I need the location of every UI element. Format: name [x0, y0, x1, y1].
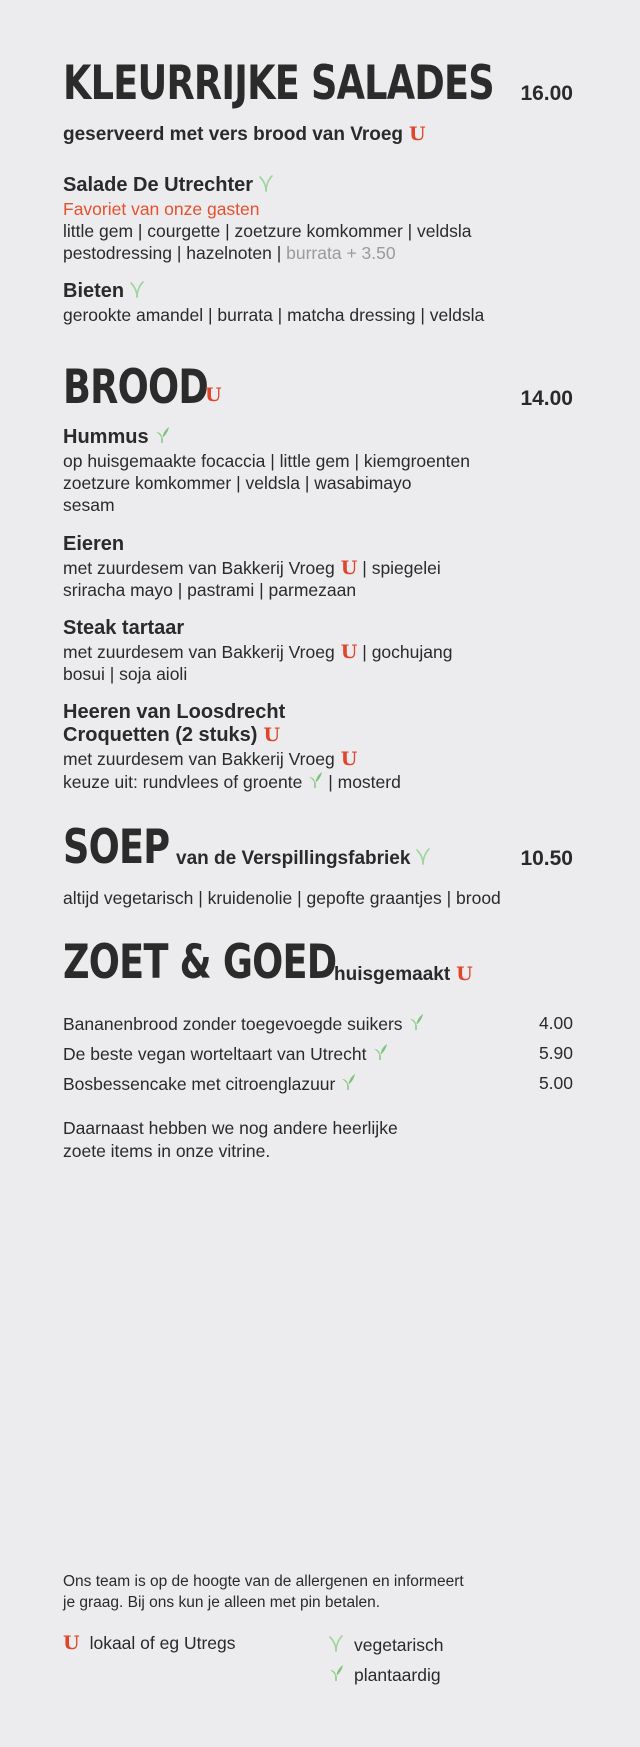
item-desc-line: zoetzure komkommer | veldsla | wasabimayo — [63, 473, 412, 493]
item-desc-text: pestodressing | hazelnoten | — [63, 243, 282, 263]
footer-note-line: je graag. Bij ons kun je alleen met pin betalen. — [63, 1594, 381, 1611]
list-item-name: Bosbessencake met citroenglazuur — [63, 1074, 336, 1094]
list-item — [63, 1043, 388, 1065]
local-utrecht-icon: U — [340, 748, 358, 770]
legend-plant-label: plantaardig — [354, 1665, 441, 1685]
vegetarian-icon — [415, 847, 431, 865]
list-item — [63, 1013, 424, 1035]
favorite-tag: Favoriet van onze gasten — [63, 199, 260, 219]
item-title-text: Bieten — [63, 280, 125, 302]
item-desc-text: met zuurdesem van Bakkerij Vroeg — [63, 558, 335, 578]
list-item-price: 5.90 — [538, 1043, 573, 1063]
item-title-text: Hummus — [63, 426, 149, 448]
item-title-text: Salade De Utrechter — [63, 174, 254, 196]
item-desc-line — [63, 243, 396, 264]
item-desc-line: sriracha mayo | pastrami | parmezaan — [63, 580, 357, 600]
vegetarian-icon — [129, 280, 145, 298]
soep-desc: altijd vegetarisch | kruidenolie | gepofte graantjes | brood — [63, 888, 501, 908]
legend-vegetarian-label: vegetarisch — [354, 1635, 444, 1655]
item-desc-text: | mosterd — [328, 772, 401, 792]
item-desc-line: little gem | courgette | zoetzure komkommer | veldsla — [63, 221, 472, 241]
item-desc-line: sesam — [63, 495, 115, 515]
item-desc-text: met zuurdesem van Bakkerij Vroeg — [63, 749, 335, 769]
local-utrecht-icon: U — [263, 724, 281, 746]
legend-vegetarian — [328, 1634, 444, 1656]
zoet-note-line: zoete items in onze vitrine. — [63, 1141, 271, 1161]
plant-based-icon — [340, 1073, 356, 1091]
zoet-note-line: Daarnaast hebben we nog andere heerlijke — [63, 1118, 398, 1138]
item-desc-line: bosui | soja aioli — [63, 664, 188, 684]
item-desc-line — [63, 771, 401, 793]
burrata-extra: burrata + 3.50 — [286, 243, 396, 263]
legend-plant — [328, 1664, 441, 1686]
item-title-salade-utrechter — [63, 174, 274, 197]
local-utrecht-icon: U — [456, 963, 473, 985]
list-item-name: Bananenbrood zonder toegevoegde suikers — [63, 1014, 403, 1034]
item-title-hummus — [63, 426, 170, 449]
item-title-bieten — [63, 280, 145, 303]
list-item-price: 4.00 — [538, 1013, 573, 1033]
salades-subtitle — [63, 123, 426, 146]
brood-price: 14.00 — [520, 387, 573, 410]
list-item-price: 5.00 — [538, 1073, 573, 1093]
item-desc-text: | gochujang — [362, 642, 453, 662]
item-desc-text: keuze uit: rundvlees of groente — [63, 772, 303, 792]
plant-based-icon — [328, 1664, 344, 1682]
section-heading-soep: SOEP — [63, 820, 170, 875]
legend-local — [63, 1632, 236, 1654]
local-utrecht-icon: U — [409, 123, 426, 145]
plant-based-icon — [154, 426, 170, 444]
footer-note-line: Ons team is op de hoogte van de allergenen en informeert — [63, 1573, 464, 1590]
item-title-text: Croquetten (2 stuks) — [63, 724, 258, 746]
soep-subtitle — [176, 847, 431, 870]
section-heading-zoet: ZOET & GOED — [63, 935, 337, 990]
salades-price: 16.00 — [520, 82, 573, 105]
item-desc-text: | spiegelei — [362, 558, 441, 578]
item-desc-text: met zuurdesem van Bakkerij Vroeg — [63, 642, 335, 662]
item-desc-line — [63, 557, 441, 579]
zoet-subtitle — [334, 963, 473, 986]
soep-price: 10.50 — [520, 847, 573, 870]
item-desc-line: op huisgemaakte focaccia | little gem | kiemgroenten — [63, 451, 470, 471]
item-title-eieren: Eieren — [63, 533, 125, 555]
list-item — [63, 1073, 356, 1095]
local-utrecht-icon: U — [205, 384, 222, 406]
vegetarian-icon — [328, 1634, 344, 1652]
local-utrecht-icon: U — [340, 557, 358, 579]
soep-subtitle-text: van de Verspillingsfabriek — [176, 848, 411, 869]
item-title-heeren-loosdrecht: Heeren van Loosdrecht — [63, 701, 286, 723]
section-heading-salades: KLEURRIJKE SALADES — [63, 56, 494, 111]
legend-local-label: lokaal of eg Utregs — [89, 1633, 236, 1653]
item-desc-line — [63, 641, 452, 663]
item-title-steak-tartaar: Steak tartaar — [63, 617, 185, 639]
section-heading-brood: BROOD — [63, 360, 209, 415]
salades-subtitle-text: geserveerd met vers brood van Vroeg — [63, 124, 404, 145]
local-utrecht-icon: U — [63, 1632, 80, 1654]
item-desc-line — [63, 748, 357, 770]
local-utrecht-icon: U — [340, 641, 358, 663]
plant-based-icon — [408, 1013, 424, 1031]
plant-based-icon — [372, 1043, 388, 1061]
vegetarian-icon — [258, 174, 274, 192]
item-desc-line: gerookte amandel | burrata | matcha dressing | veldsla — [63, 305, 485, 325]
zoet-subtitle-text: huisgemaakt — [334, 964, 451, 985]
list-item-name: De beste vegan worteltaart van Utrecht — [63, 1044, 367, 1064]
item-title-croquetten — [63, 724, 280, 747]
plant-based-icon — [307, 771, 323, 789]
